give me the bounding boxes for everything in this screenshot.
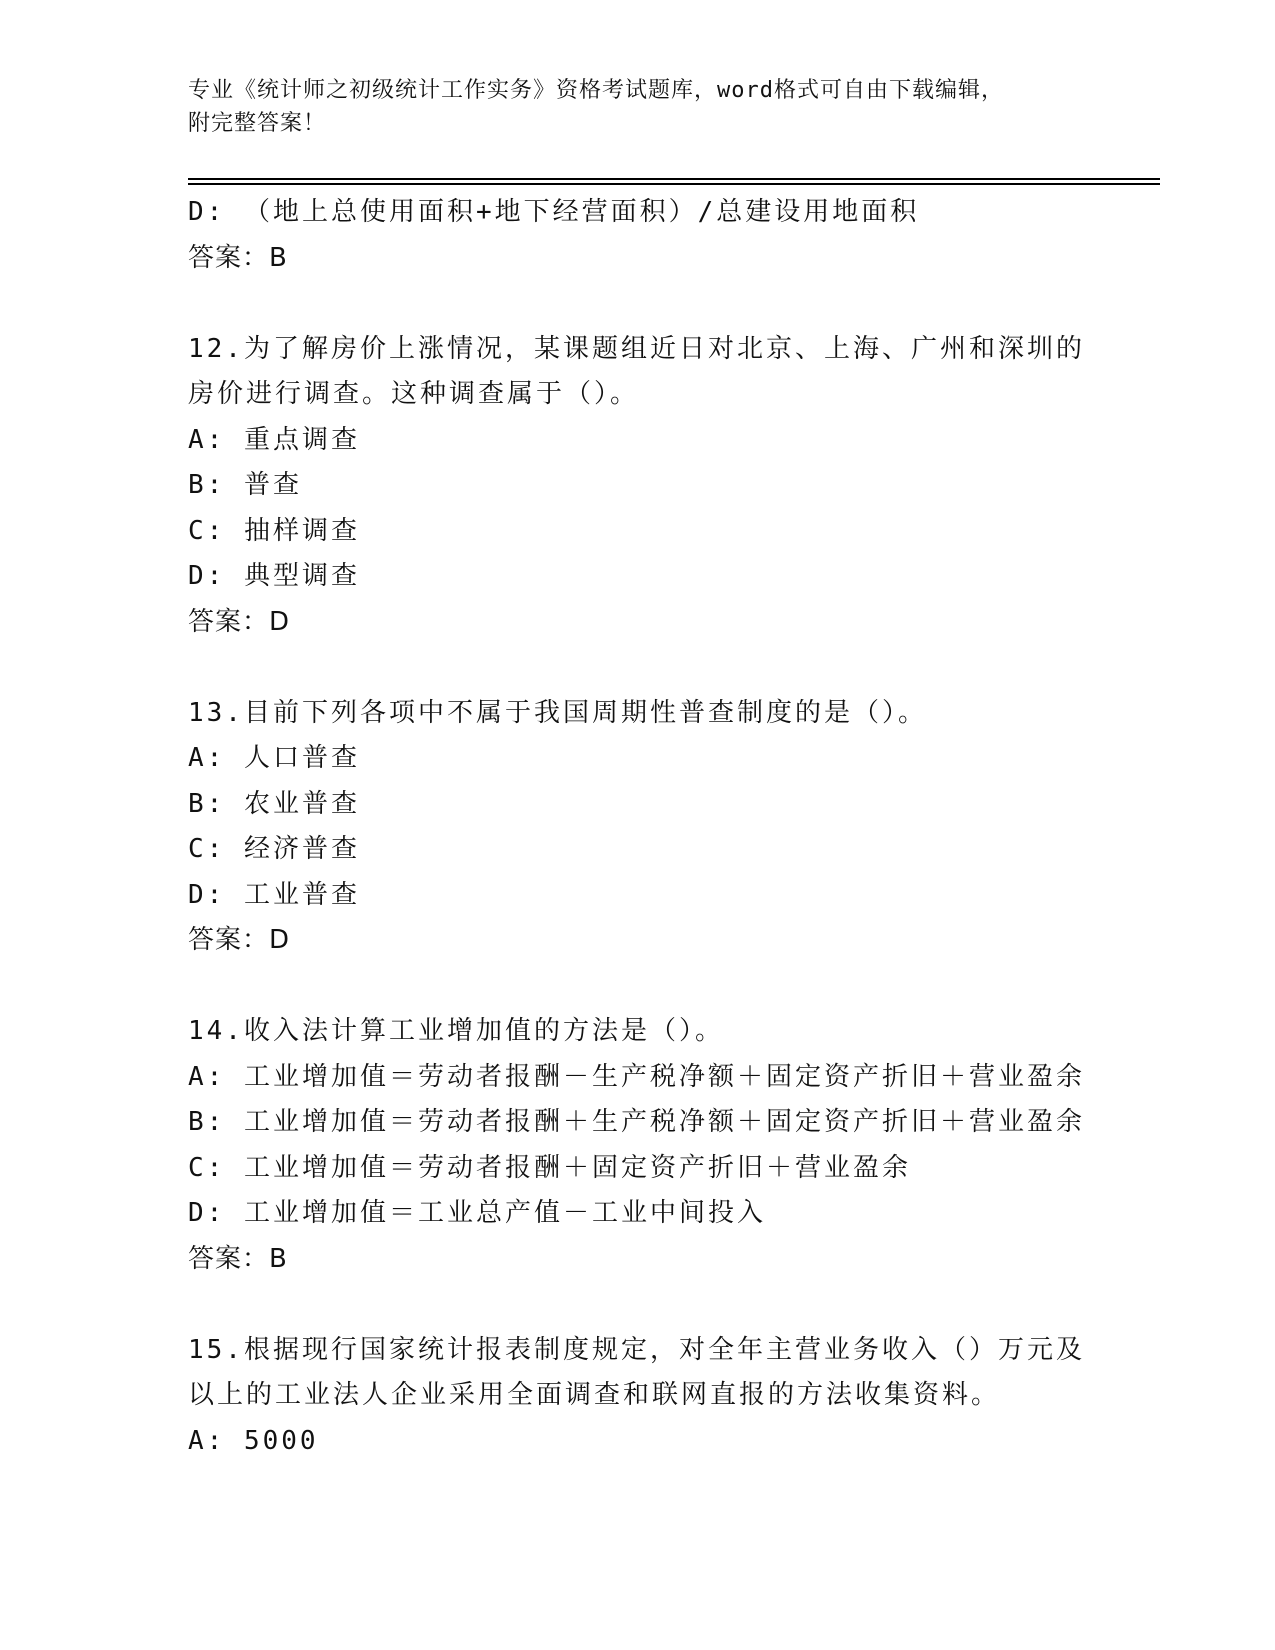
document-header	[188, 74, 1088, 140]
question-12-stem-line-2: 房价进行调查。这种调查属于（）。	[188, 379, 640, 409]
question-14-option-c: C: 工业增加值＝劳动者报酬＋固定资产折旧＋营业盈余	[188, 1152, 911, 1183]
question-15-stem-line-1: 15.根据现行国家统计报表制度规定，对全年主营业务收入（）万元及	[188, 1334, 1085, 1365]
spacer	[188, 1282, 1088, 1328]
header-divider-top	[188, 178, 1160, 180]
question-14-option-b: B: 工业增加值＝劳动者报酬＋生产税净额＋固定资产折旧＋营业盈余	[188, 1107, 1085, 1137]
question-13-stem-line-1: 13.目前下列各项中不属于我国周期性普查制度的是（）。	[188, 697, 927, 728]
spacer	[188, 281, 1088, 327]
prev-option-d: D: （地上总使用面积+地下经营面积）/总建设用地面积	[188, 197, 920, 227]
question-13-answer: 答案：D	[188, 925, 291, 955]
question-15-stem-line-2: 以上的工业法人企业采用全面调查和联网直报的方法收集资料。	[188, 1380, 1001, 1410]
question-content	[188, 190, 1088, 1464]
question-13-option-a: A: 人口普查	[188, 743, 360, 773]
header-line-2: 附完整答案！	[188, 111, 327, 136]
question-13-option-b: B: 农业普查	[188, 788, 360, 819]
header-line-1: 专业《统计师之初级统计工作实务》资格考试题库，word格式可自由下载编辑，	[188, 78, 1004, 103]
question-12-answer: 答案：D	[188, 606, 291, 637]
question-14-option-a: A: 工业增加值＝劳动者报酬－生产税净额＋固定资产折旧＋营业盈余	[188, 1061, 1085, 1092]
question-12-stem-line-1: 12.为了解房价上涨情况，某课题组近日对北京、上海、广州和深圳的	[188, 333, 1085, 364]
question-12-option-d: D: 典型调查	[188, 561, 360, 591]
question-15-option-a: A: 5000	[188, 1425, 319, 1456]
question-12-option-a: A: 重点调查	[188, 424, 360, 455]
spacer	[188, 964, 1088, 1010]
prev-answer: 答案：B	[188, 242, 288, 273]
header-divider-bottom	[188, 183, 1160, 185]
question-13-option-c: C: 经济普查	[188, 834, 360, 864]
question-12-option-b: B: 普查	[188, 470, 302, 500]
question-14-answer: 答案：B	[188, 1243, 288, 1274]
question-12-option-c: C: 抽样调查	[188, 515, 360, 546]
question-13-option-d: D: 工业普查	[188, 879, 360, 910]
question-14-stem-line-1: 14.收入法计算工业增加值的方法是（）。	[188, 1016, 724, 1046]
question-14-option-d: D: 工业增加值＝工业总产值－工业中间投入	[188, 1198, 766, 1228]
spacer	[188, 645, 1088, 691]
